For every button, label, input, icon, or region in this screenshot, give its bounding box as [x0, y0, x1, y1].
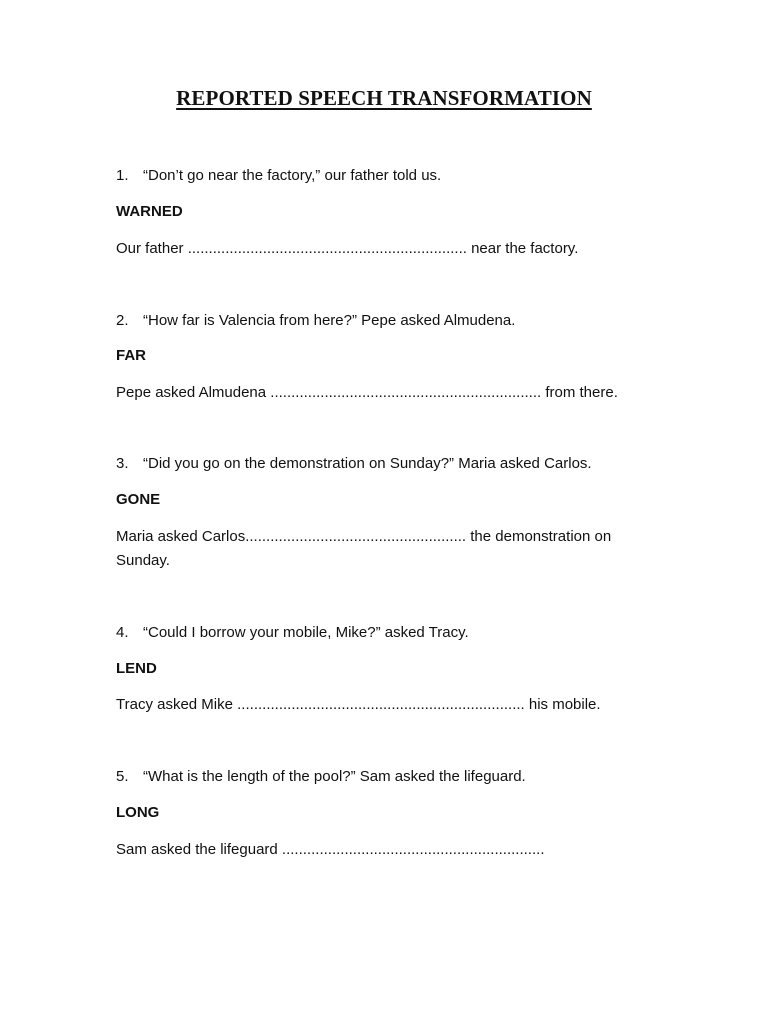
question-4-answer-line: Tracy asked Mike ..................................................................... his mobile.	[116, 696, 601, 713]
question-1-keyword: WARNED	[116, 203, 183, 220]
question-1-answer-line: Our father ................................................................... near the factory.	[116, 240, 579, 257]
question-number: 2.	[116, 312, 129, 329]
question-text: “How far is Valencia from here?” Pepe asked Almudena.	[143, 312, 516, 329]
question-3-answer-line: Maria asked Carlos..................................................... the demonstration on Sunday.	[116, 528, 612, 569]
question-4-keyword: LEND	[116, 660, 157, 677]
question-5-prompt	[116, 765, 526, 789]
question-text: “Don’t go near the factory,” our father told us.	[143, 167, 442, 184]
question-text: “Could I borrow your mobile, Mike?” asked Tracy.	[143, 624, 469, 641]
question-number: 1.	[116, 167, 129, 184]
question-2-prompt	[116, 309, 515, 333]
question-1-prompt	[116, 164, 441, 188]
question-3-keyword: GONE	[116, 491, 161, 508]
question-4-prompt	[116, 621, 469, 645]
question-text: “What is the length of the pool?” Sam asked the lifeguard.	[143, 768, 526, 785]
question-5-keyword: LONG	[116, 804, 160, 821]
question-3-prompt	[116, 452, 592, 476]
question-5-answer-line: Sam asked the lifeguard ...............................................................	[116, 841, 545, 858]
question-2-answer-line: Pepe asked Almudena ................................................................. from there.	[116, 384, 618, 401]
question-number: 3.	[116, 455, 129, 472]
question-2-keyword: FAR	[116, 347, 146, 364]
question-text: “Did you go on the demonstration on Sunday?” Maria asked Carlos.	[143, 455, 592, 472]
question-number: 5.	[116, 768, 129, 785]
question-number: 4.	[116, 624, 129, 641]
page-title: REPORTED SPEECH TRANSFORMATION	[176, 86, 592, 110]
